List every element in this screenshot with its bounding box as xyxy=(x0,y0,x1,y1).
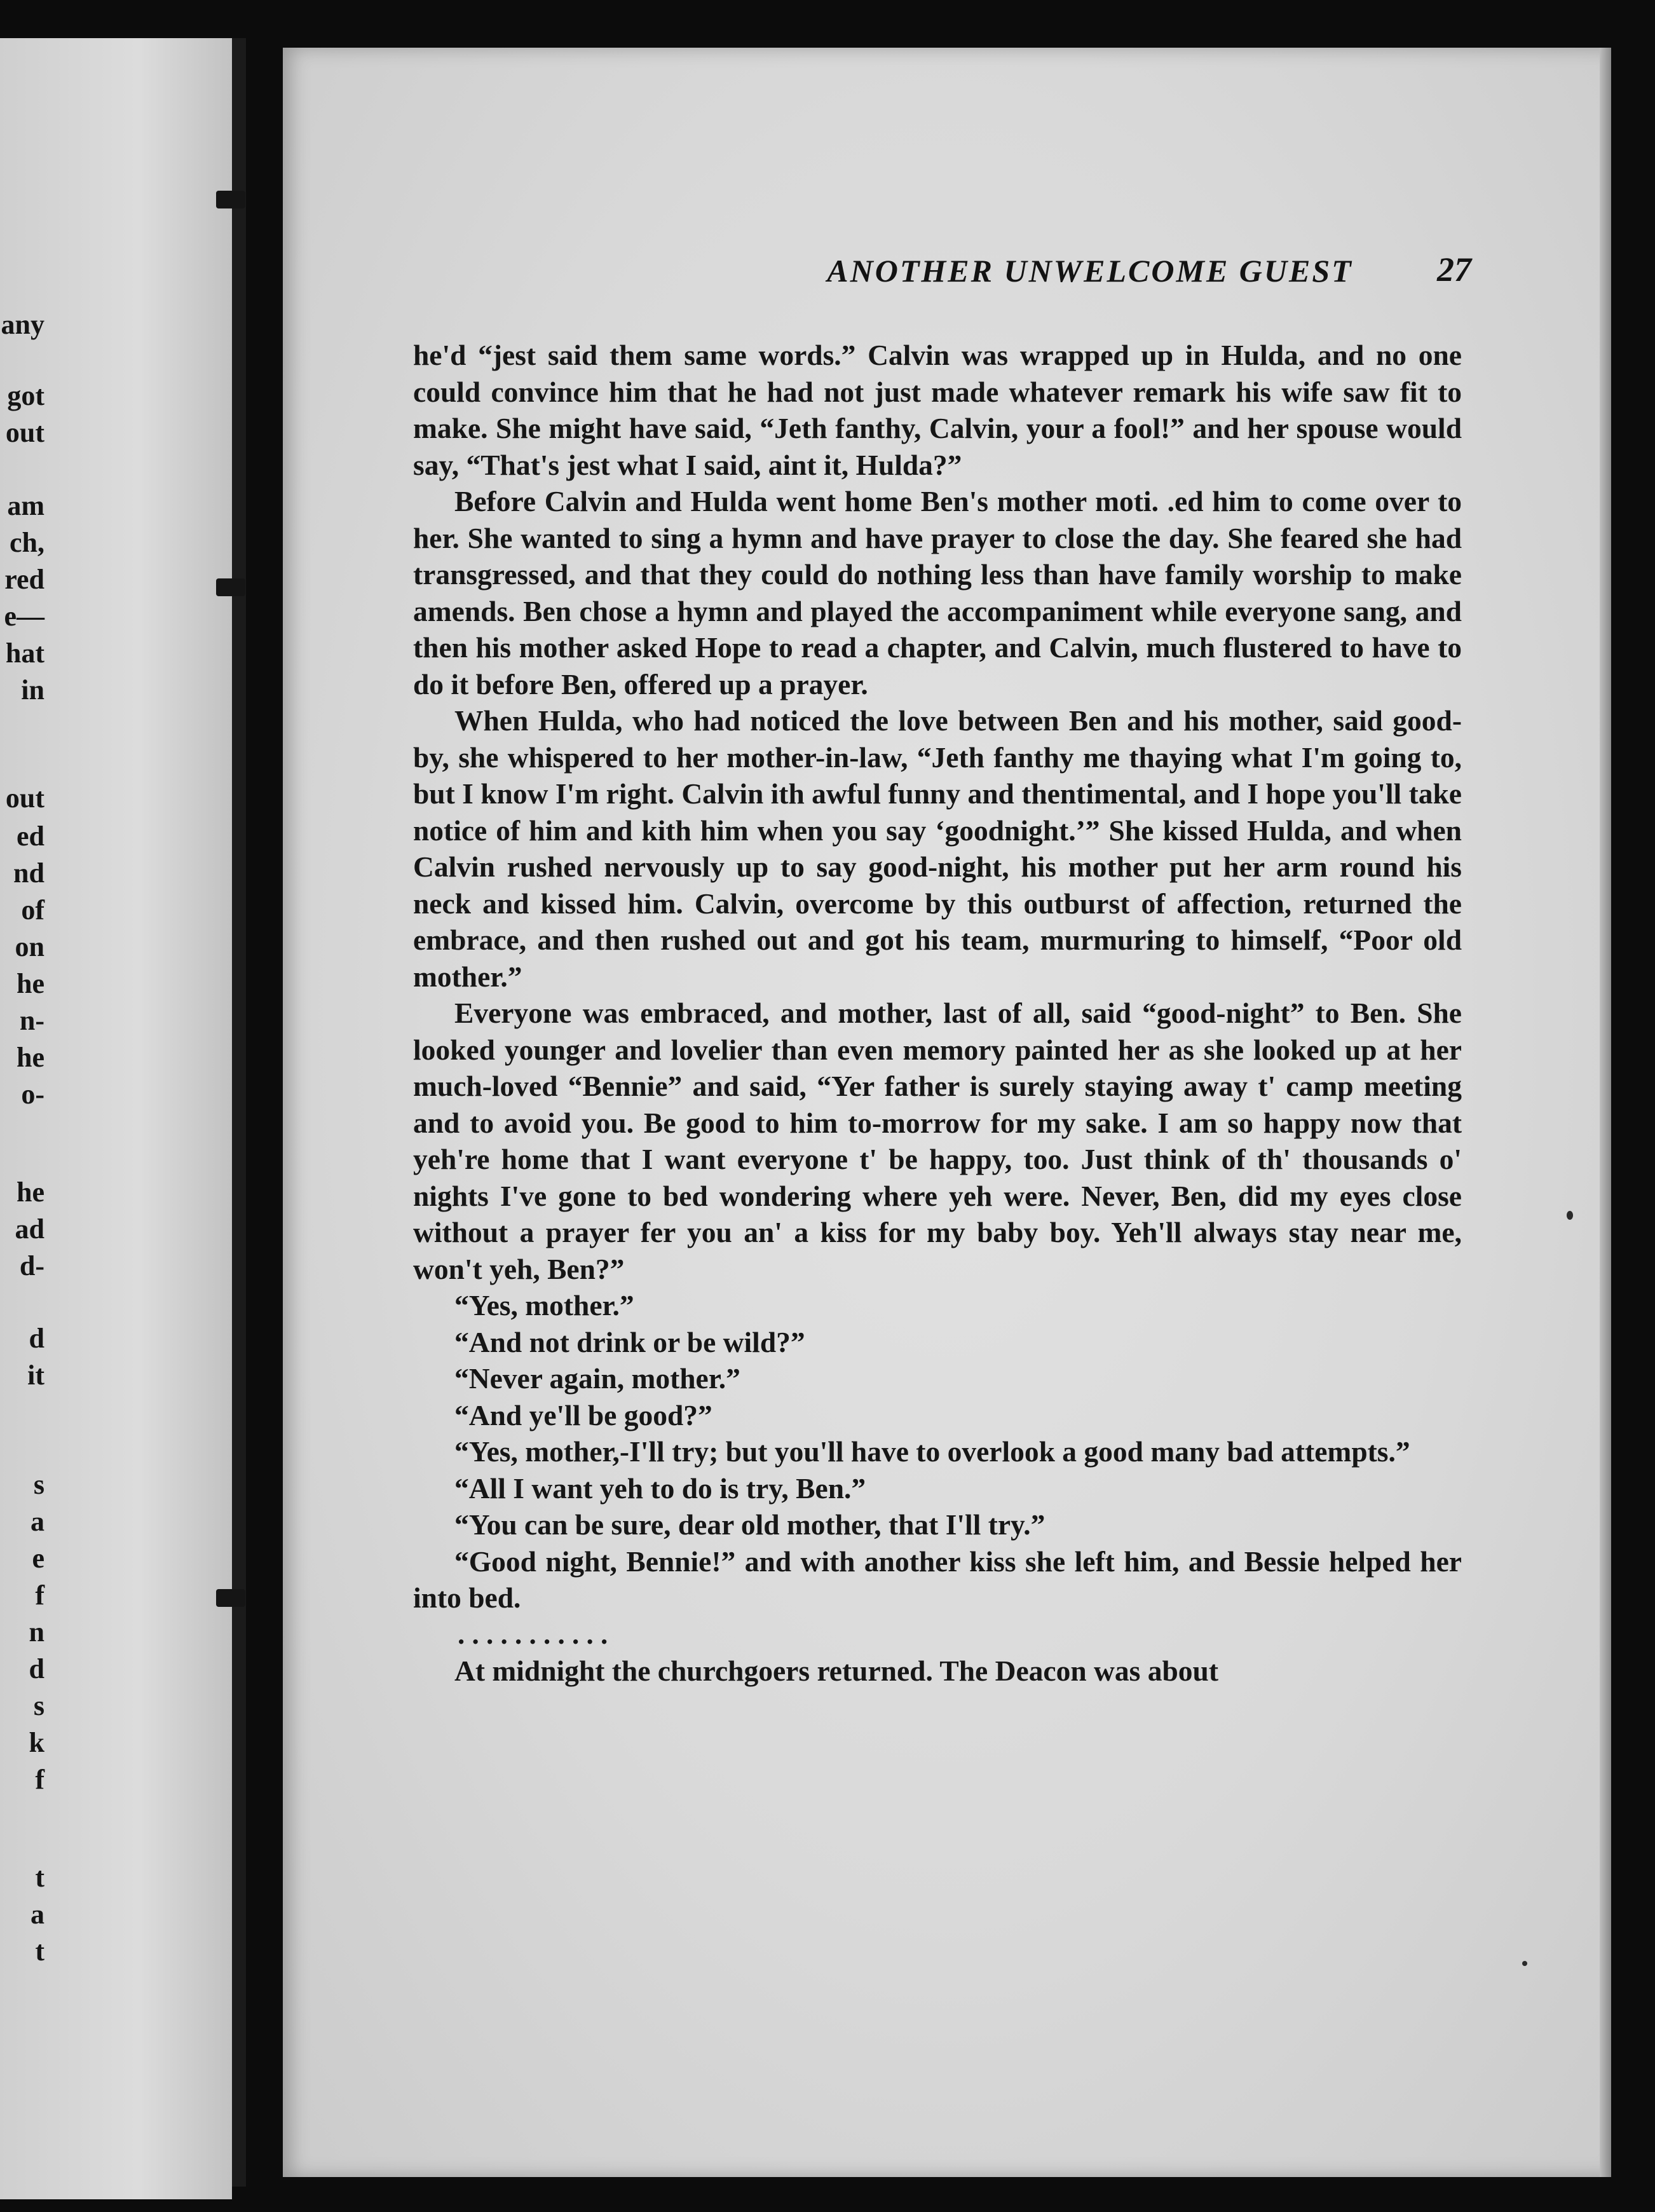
dialogue-line: “And ye'll be good?” xyxy=(454,1398,712,1431)
running-head: ANOTHER UNWELCOME GUEST xyxy=(827,253,1353,289)
dialogue-line: “All I want yeh to do is try, Ben.” xyxy=(454,1471,866,1505)
left-fragment: e— xyxy=(4,601,44,632)
left-page-text-fragments xyxy=(0,38,64,2199)
left-fragment: a xyxy=(31,1506,44,1537)
left-fragment: o- xyxy=(21,1079,44,1110)
left-fragment: he xyxy=(17,1042,44,1073)
left-fragment: d xyxy=(29,1323,44,1354)
left-fragment: ch, xyxy=(10,527,44,558)
binding-thread-mark xyxy=(216,1589,245,1607)
left-fragment: nd xyxy=(13,857,44,889)
left-fragment: he xyxy=(17,1177,44,1208)
left-facing-page xyxy=(0,38,232,2199)
left-fragment: in xyxy=(21,674,44,706)
left-fragment: on xyxy=(15,931,44,962)
left-fragment: ad xyxy=(15,1213,44,1245)
left-fragment: it xyxy=(27,1360,44,1391)
left-fragment: s xyxy=(33,1469,44,1500)
left-fragment: t xyxy=(35,1936,44,1967)
binding-thread-mark xyxy=(216,191,245,208)
binding-thread-mark xyxy=(216,578,245,596)
left-fragment: n- xyxy=(19,1005,44,1036)
page-body-text xyxy=(413,337,1462,1690)
left-fragment: k xyxy=(29,1727,44,1758)
left-fragment: got xyxy=(7,380,44,411)
paragraph: Everyone was embraced, and mother, last of all, said “good-night” to Ben. She looked younger and lovelier than even memory painted her as she looked up at her much-loved “Bennie” and said, “Yer father is surely staying away t' camp meeting and to avoid you. Be good to him to-morrow for my sake. I am so happy now that yeh're home that I want everyone t' be happy, too. Just think of th' thousands o' nights I've gone to bed wondering where yeh were. Never, Ben, did my eyes close without a prayer fer you an' a kiss for my baby boy. Yeh'll always stay near me, won't yeh, Ben?” xyxy=(413,997,1462,1285)
left-fragment: ed xyxy=(17,821,44,852)
left-fragment: e xyxy=(32,1543,44,1574)
final-line: At midnight the churchgoers returned. The Deacon was about xyxy=(454,1655,1218,1687)
left-fragment: out xyxy=(5,782,44,814)
left-fragment: d xyxy=(29,1653,44,1684)
left-fragment: f xyxy=(35,1580,44,1611)
paragraph: When Hulda, who had noticed the love between Ben and his mother, said good-by, she whispered to her mother-in-law, “Jeth fanthy me thaying what I'm going to, but I know I'm right. Calvin ith awful funny and thentimental, and I hope you'll take notice of him and kith him when you say ‘goodnight.’” She kissed Hulda, and when Calvin rushed nervously up to say good-night, his mother put her arm round his neck and kissed him. Calvin, overcome by this outburst of affection, returned the embrace, and then rushed out and got his team, murmuring to himself, “Poor old mother.” xyxy=(413,704,1462,993)
dialogue-line: “Yes, mother,-I'll try; but you'll have to overlook a good many bad attempts.” xyxy=(454,1435,1410,1468)
page-edge-shadow xyxy=(1600,48,1611,2177)
dialogue-line: “And not drink or be wild?” xyxy=(454,1325,805,1358)
paragraph: “Good night, Bennie!” and with another kiss she left him, and Bessie helped her into bed. xyxy=(413,1545,1462,1614)
left-fragment: s xyxy=(33,1690,44,1721)
section-break-dots: . . . . . . . . . . . xyxy=(458,1618,608,1650)
scan-speck xyxy=(1567,1211,1573,1220)
left-fragment: f xyxy=(35,1764,44,1795)
dialogue-line: “Never again, mother.” xyxy=(454,1362,740,1395)
paragraph: Before Calvin and Hulda went home Ben's mother moti. .ed him to come over to her. She wanted to sing a hymn and have prayer to close the day. She feared she had transgressed, and that they could do nothing less than have family worship to make amends. Ben chose a hymn and played the accompaniment while everyone sang, and then his mother asked Hope to read a chapter, and Calvin, much flustered to have to do it before Ben, offered up a prayer. xyxy=(413,485,1462,700)
left-fragment: of xyxy=(21,894,44,925)
left-fragment: hat xyxy=(5,638,44,669)
dialogue-line: “You can be sure, dear old mother, that I'll try.” xyxy=(454,1508,1045,1541)
book-binding-gutter xyxy=(232,38,246,2187)
left-fragment: am xyxy=(7,490,44,521)
left-fragment: t xyxy=(35,1862,44,1893)
left-fragment: a xyxy=(31,1899,44,1930)
left-fragment: he xyxy=(17,968,44,999)
left-fragment: d- xyxy=(19,1250,44,1281)
page-number: 27 xyxy=(1437,250,1471,289)
book-page xyxy=(283,48,1611,2177)
left-fragment: any xyxy=(1,309,44,340)
scan-speck xyxy=(1522,1961,1527,1966)
left-fragment: n xyxy=(29,1616,44,1648)
left-fragment: out xyxy=(5,417,44,448)
left-fragment: red xyxy=(4,564,44,595)
dialogue-line: “Yes, mother.” xyxy=(454,1289,634,1321)
paragraph: he'd “jest said them same words.” Calvin was wrapped up in Hulda, and no one could convince him that he had not just made whatever remark his wife saw fit to make. She might have said, “Jeth fanthy, Calvin, your a fool!” and her spouse would say, “That's jest what I said, aint it, Hulda?” xyxy=(413,339,1462,481)
